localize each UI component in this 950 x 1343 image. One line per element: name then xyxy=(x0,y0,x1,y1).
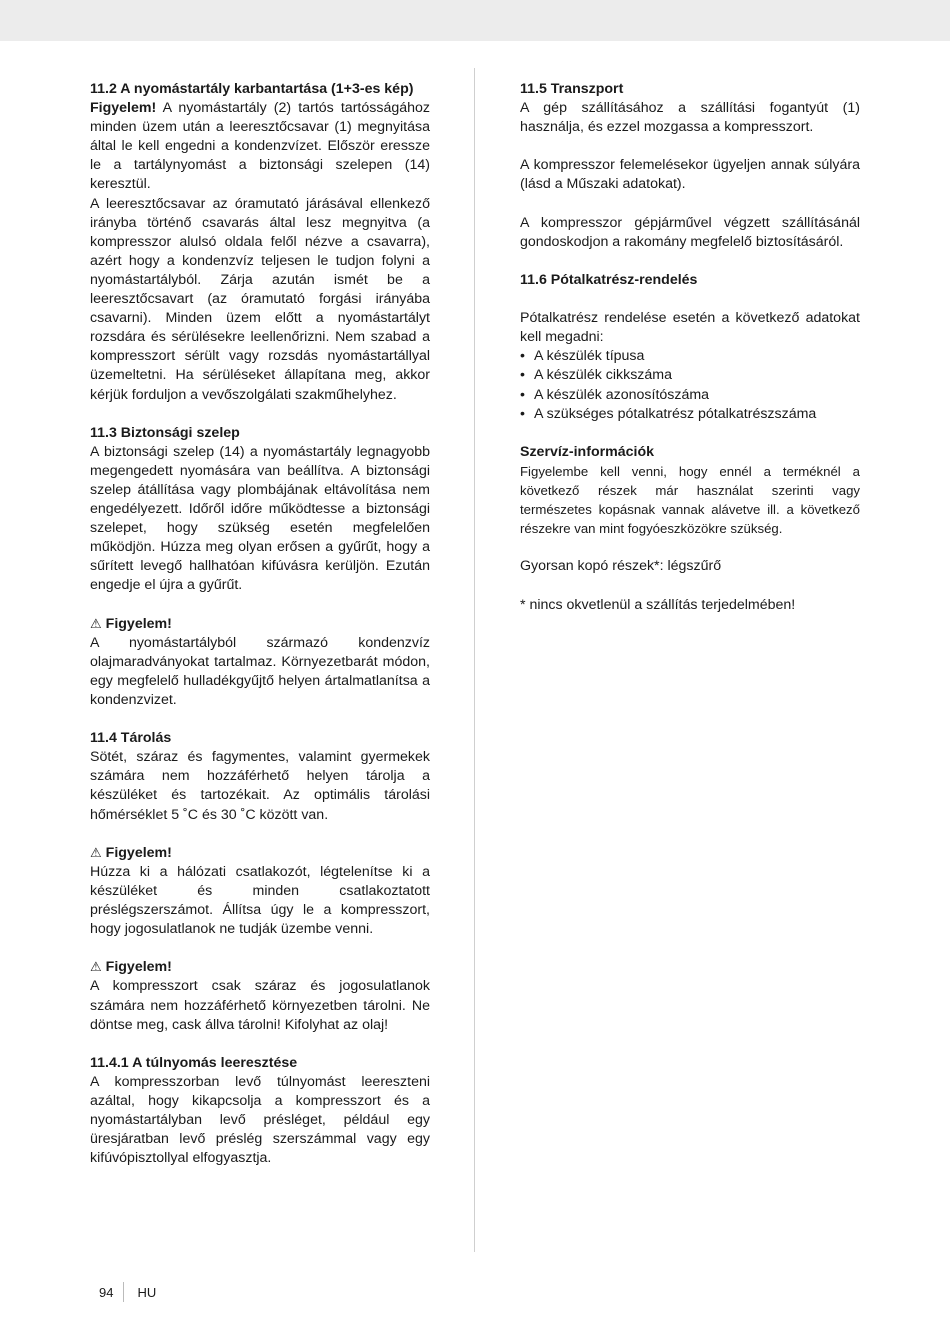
warning-heading: ⚠ Figyelem! xyxy=(90,844,172,861)
warning-heading: ⚠ Figyelem! xyxy=(90,615,172,632)
left-column xyxy=(90,80,430,1168)
paragraph: Sötét, száraz és fagymentes, valamint gyermekek számára nem hozzáférhető helyen tárolja a készüléket és tartozékait. Az optimális tárolási hőmérséklet 5 ˚C és 30 ˚C között van. xyxy=(90,749,430,823)
warning-heading: ⚠ Figyelem! xyxy=(90,959,172,976)
paragraph: A nyomástartály (2) tartós tartósságához minden üzem után a leeresztőcsavar (1) megnyitása által le kell engedni a kondenzvízet. Először eresszе le a tartálynyomást a biztonsági szelepen (14) keresztül. xyxy=(90,100,430,193)
parts-list xyxy=(520,347,860,423)
section-title-11-2: 11.2 A nyomástartály karbantartása (1+3-es kép) xyxy=(90,81,414,97)
list-item: • A készülék cikkszáma xyxy=(520,366,860,385)
paragraph: A kompresszor gépjárművel végzett szállításánál gondoskodjon a rakomány megfelelő biztosításáról. xyxy=(520,214,860,250)
warning-label: Figyelem! xyxy=(90,100,157,117)
page-number: 94 xyxy=(99,1284,114,1300)
list-item: • A készülék azonosítószáma xyxy=(520,386,860,405)
list-item: • A szükséges pótalkatrész pótalkatrészszáma xyxy=(520,405,860,424)
paragraph: A biztonsági szelep (14) a nyomástartály legnagyobb megengedett nyomására van beállítva. A biztonsági szelep átállítása vagy plombájának eltávolítása nem engedélyezett. Időről időre működtesse a biztonsági szelepet, hogy szükség esetén megfelelően működjön. Húzza meg olyan erősen a gyűrűt, hogy a sűrített levegő hallhatóan kifúvásra kerüljön. Ezután engedje el újra a gyűrűt. xyxy=(90,443,430,594)
footnote: * nincs okvetlenül a szállítás terjedelmében! xyxy=(520,596,796,613)
warning-triangle-icon: ⚠ xyxy=(90,616,102,632)
paragraph: A leeresztőcsavar az óramutató járásával ellenkező irányba történő csavarás által lesz megnyitva (a kompresszor alulsó oldala felől nézve a csavarra), azért hogy a kondenzvíz teljesen le tudjon folyni a nyomástartályból. Zárja azután ismét be a leeresztőcsavart (az óramutató forgási irányába csavarni). Minden üzem előtt a nyomástartályt rozsdára és sérülésekre leellenőrizni. Nem szabad a kompresszort sérült vagy rozsdás nyomástartállyal üzemeltetni. Ha sérüléseket állapítana meg, akkor kérjük forduljon a vevőszolgálati szakműhelyhez. xyxy=(90,195,430,403)
column-divider xyxy=(474,68,475,1252)
section-title-service: Szervíz-információk xyxy=(520,443,655,460)
section-title-11-6: 11.6 Pótalkatrész-rendelés xyxy=(520,271,698,288)
paragraph: Figyelembe kell venni, hogy ennél a terméknél a következő részek már használat szerinti vagy természetes kopásnak vannak alávetve ill. a következő részekre van mint fogyóeszközökre szükség. xyxy=(520,463,860,537)
section-title-11-4-1: 11.4.1 A túlnyomás leeresztése xyxy=(90,1054,298,1071)
paragraph: A kompresszorban levő túlnyomást leereszteni azáltal, hogy kikapcsolja a kompresszort és a nyomástartályban levő présléget, például egy üresjáratban levő préslég szerszámmal vagy egy kifúvópisztollyal elfogyasztja. xyxy=(90,1073,430,1167)
page-footer xyxy=(99,1282,156,1302)
paragraph: A nyomástartályból származó kondenzvíz olajmaradványokat tartalmaz. Környezetbarát módon, egy megfelelő hulladékgyűjtő helyen ártalmatlanítsa a kondenzvizet. xyxy=(90,634,430,708)
paragraph: A gép szállításához a szállítási fogantyút (1) használja, és ezzel mozgassa a kompresszort. xyxy=(520,100,860,136)
section-title-11-5: 11.5 Transzport xyxy=(520,81,624,97)
paragraph: Pótalkatrész rendelése esetén a következő adatokat kell megadni: xyxy=(520,310,860,346)
warning-triangle-icon: ⚠ xyxy=(90,845,102,861)
section-title-11-4: 11.4 Tárolás xyxy=(90,730,172,747)
paragraph: A kompresszort csak száraz és jogosulatlanok számára nem hozzáférhető környezetben tárolni. Ne döntse meg, cask állva tárolni! Kifolyhat az olaj! xyxy=(90,978,430,1033)
section-11-2-warning xyxy=(90,99,430,194)
warning-triangle-icon: ⚠ xyxy=(90,960,102,976)
language-code: HU xyxy=(137,1284,157,1300)
paragraph: A kompresszor felemelésekor ügyeljen annak súlyára (lásd a Műszaki adatokat). xyxy=(520,157,860,193)
list-item: • A készülék típusa xyxy=(520,347,860,366)
paragraph: Húzza ki a hálózati csatlakozót, légtelenítse ki a készüléket és minden csatlakoztatott préslégszerszámot. Állítsa úgy le a kompresszort, hogy jogosulatlanok ne tudják üzembe venni. xyxy=(90,863,430,938)
wear-parts-text: Gyorsan kopó részek*: légszűrő xyxy=(520,558,722,575)
section-title-11-3: 11.3 Biztonsági szelep xyxy=(90,424,240,441)
footer-divider xyxy=(123,1282,124,1302)
header-bar xyxy=(0,0,950,41)
right-column xyxy=(520,80,860,615)
